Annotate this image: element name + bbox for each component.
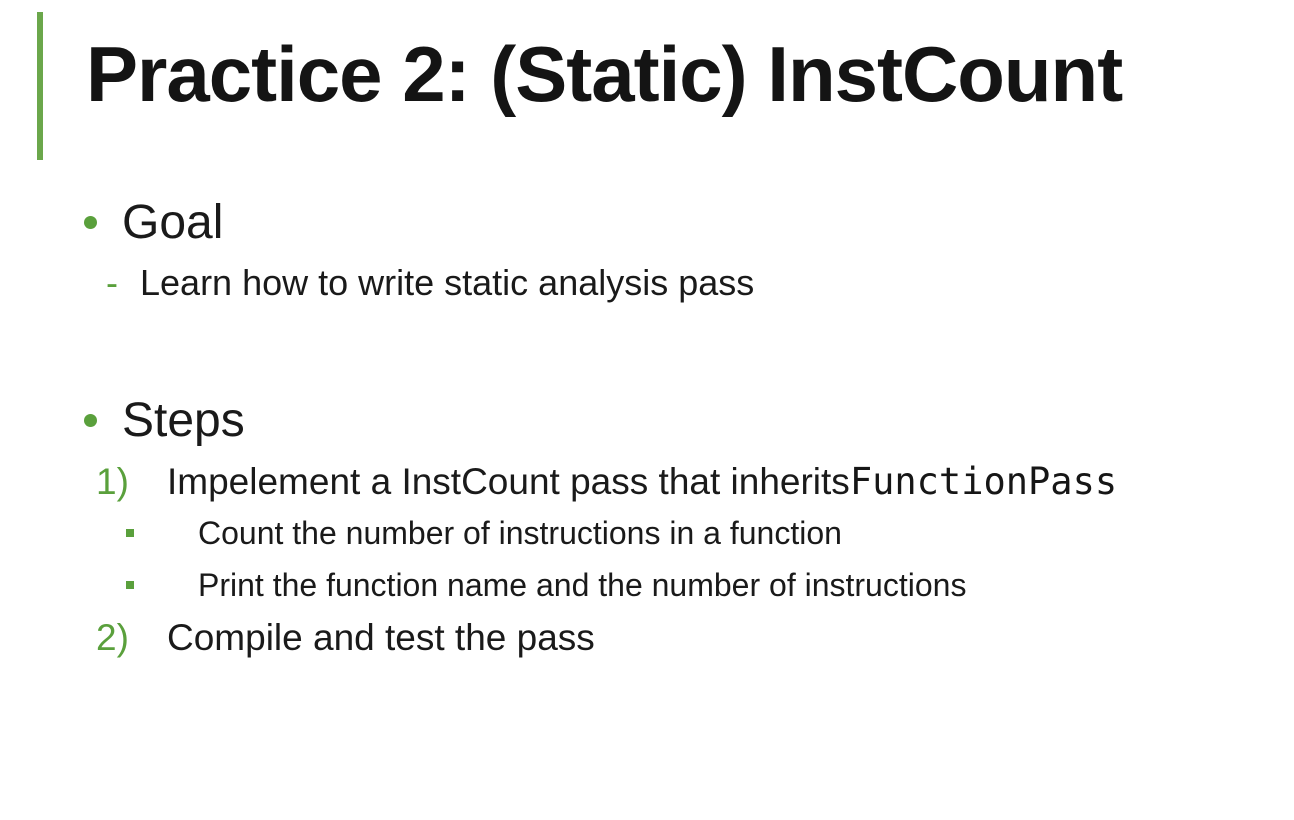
step2-row xyxy=(96,616,595,660)
step1-row xyxy=(96,460,1117,504)
step1-code: FunctionPass xyxy=(849,460,1118,503)
dash-marker: - xyxy=(106,262,118,303)
step1-sub-row xyxy=(126,514,842,552)
goal-subitem-text: Learn how to write static analysis pass xyxy=(140,262,755,303)
bullet-icon xyxy=(84,414,97,427)
step1-sub-row xyxy=(126,566,966,604)
step-subitem-text: Print the function name and the number of instructions xyxy=(198,567,967,603)
step1-text: Impelement a InstCount pass that inherits xyxy=(167,461,850,502)
steps-heading: Steps xyxy=(122,394,245,447)
goal-heading: Goal xyxy=(122,196,224,249)
step2-text: Compile and test the pass xyxy=(167,617,595,658)
steps-bullet-row xyxy=(84,392,245,450)
title-accent-bar xyxy=(37,12,43,160)
step-subitem-text: Count the number of instructions in a function xyxy=(198,515,842,551)
step-number: 1) xyxy=(96,461,129,502)
step-number: 2) xyxy=(96,617,129,658)
square-bullet-icon xyxy=(126,529,134,537)
goal-bullet-row xyxy=(84,194,223,252)
bullet-icon xyxy=(84,216,97,229)
goal-sub-row xyxy=(106,261,754,304)
square-bullet-icon xyxy=(126,581,134,589)
slide-title: Practice 2: (Static) InstCount xyxy=(86,30,1123,118)
